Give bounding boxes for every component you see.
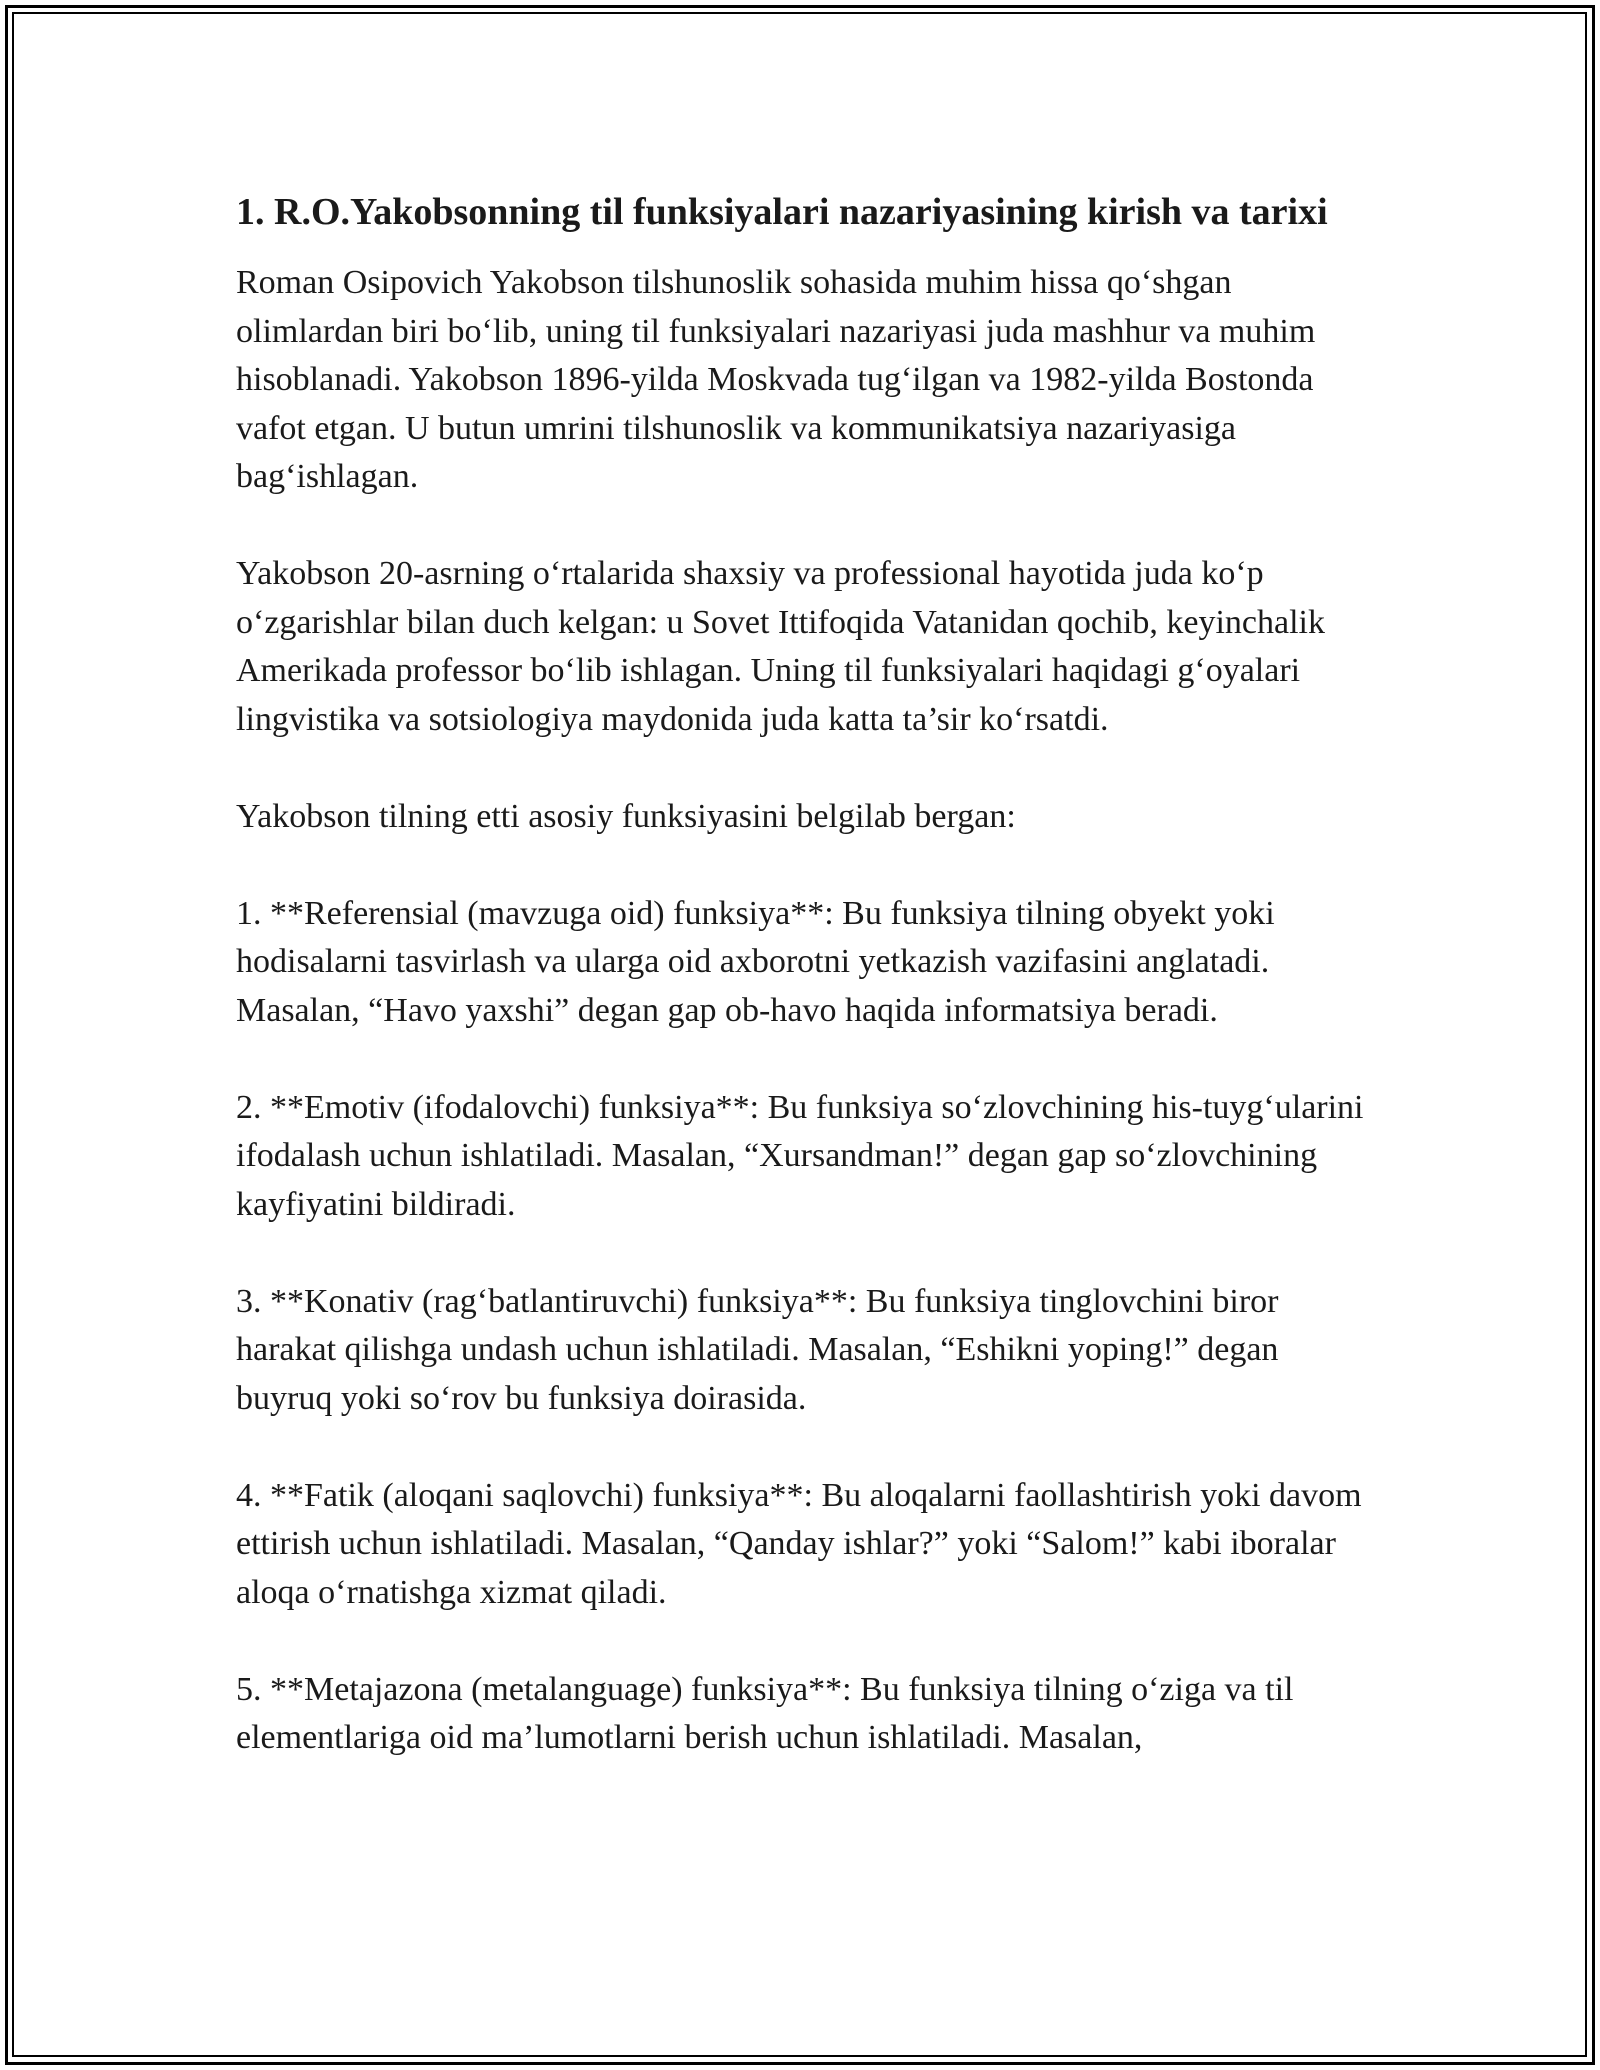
paragraph-spacer <box>236 744 1366 793</box>
paragraph-spacer <box>236 1617 1366 1666</box>
document-title: 1. R.O.Yakobsonning til funksiyalari nazariyasining kirish va tarixi <box>236 191 1328 233</box>
paragraph-spacer <box>236 1423 1366 1472</box>
list-item-emotive: 2. **Emotiv (ifodalovchi) funksiya**: Bu funksiya so‘zlovchining his-tuyg‘ularini ifodalash uchun ishlatiladi. Masalan, “Xursandman!” degan gap so‘zlovchining kayfiyatini bildiradi. <box>236 1088 1364 1223</box>
paragraph-spacer <box>236 841 1366 890</box>
paragraph-list-intro: Yakobson tilning etti asosiy funksiyasini belgilab bergan: <box>236 797 1016 835</box>
paragraph-intro: Roman Osipovich Yakobson tilshunoslik sohasida muhim hissa qo‘shgan olimlardan biri bo‘lib, uning til funksiyalari nazariyasi juda mashhur va muhim hisoblanadi. Yakobson 1896-yilda Moskvada tug‘ilgan va 1982-yilda Bostonda vafot etgan. U butun umrini tilshunoslik va kommunikatsiya nazariyasiga bag‘ishlagan. <box>236 264 1316 495</box>
list-item-conative: 3. **Konativ (rag‘batlantiruvchi) funksiya**: Bu funksiya tinglovchini biror harakat qilishga undash uchun ishlatiladi. Masalan, “Eshikni yoping!” degan buyruq yoki so‘rov bu funksiya doirasida. <box>236 1282 1279 1417</box>
list-item-referential: 1. **Referensial (mavzuga oid) funksiya**: Bu funksiya tilning obyekt yoki hodisalarni tasvirlash va ularga oid axborotni yetkazish vazifasini anglatadi. Masalan, “Havo yaxshi” degan gap ob-havo haqida informatsiya beradi. <box>236 894 1275 1029</box>
paragraph-biography: Yakobson 20-asrning o‘rtalarida shaxsiy va professional hayotida juda ko‘p o‘zgarishlar bilan duch kelgan: u Sovet Ittifoqida Vatanidan qochib, keyinchalik Amerikada professor bo‘lib ishlagan. Uning til funksiyalari haqidagi g‘oyalari lingvistika va sotsiologiya maydonida juda katta ta’sir ko‘rsatdi. <box>236 555 1325 738</box>
paragraph-spacer <box>236 1229 1366 1278</box>
document-body <box>236 185 1366 1763</box>
paragraph-spacer <box>236 502 1366 551</box>
paragraph-spacer <box>236 1035 1366 1084</box>
list-item-phatic: 4. **Fatik (aloqani saqlovchi) funksiya**: Bu aloqalarni faollashtirish yoki davom ettirish uchun ishlatiladi. Masalan, “Qanday ishlar?” yoki “Salom!” kabi iboralar aloqa o‘rnatishga xizmat qiladi. <box>236 1476 1362 1611</box>
list-item-metalingual: 5. **Metajazona (metalanguage) funksiya**: Bu funksiya tilning o‘ziga va til elementlariga oid ma’lumotlarni berish uchun ishlatiladi. Masalan, <box>236 1670 1294 1756</box>
